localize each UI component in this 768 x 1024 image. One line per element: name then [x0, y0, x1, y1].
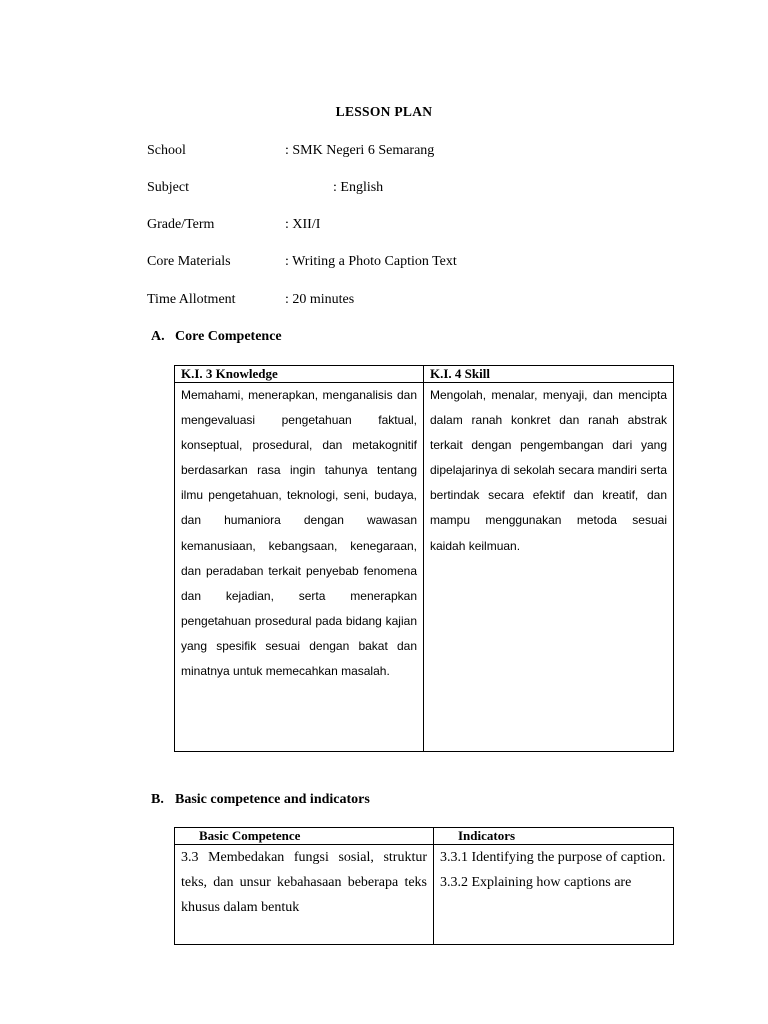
table-header-knowledge: K.I. 3 Knowledge [175, 366, 424, 383]
basic-competence-table [174, 827, 674, 945]
skill-text: Mengolah, menalar, menyaji, dan mencipta dalam ranah konkret dan ranah abstrak terkait dengan pengembangan dari yang dipelajarinya di sekolah secara mandiri serta bertindak secara efektif dan kreatif, dan mampu menggunakan metoda sesuai kaidah keilmuan. [430, 388, 667, 553]
info-label-subject: Subject [147, 180, 189, 195]
section-a-title: Core Competence [175, 329, 282, 344]
knowledge-text: Memahami, menerapkan, menganalisis dan mengevaluasi pengetahuan faktual, konseptual, prosedural, dan metakognitif berdasarkan rasa ingin tahunya tentang ilmu pengetahuan, teknologi, seni, budaya, dan humaniora dengan wawasan kemanusiaan, kebangsaan, kenegaraan, dan peradaban terkait penyebab fenomena dan kejadian, serta menerapkan pengetahuan prosedural pada bidang kajian yang spesifik sesuai dengan bakat dan minatnya untuk memecahkan masalah. [181, 388, 417, 679]
info-value-grade: : XII/I [285, 217, 321, 232]
info-value-subject: : English [333, 180, 384, 195]
table-header-skill: K.I. 4 Skill [424, 366, 674, 383]
basic-competence-text: 3.3 Membedakan fungsi sosial, struktur teks, dan unsur kebahasaan beberapa teks khusus dalam bentuk [181, 850, 427, 916]
skill-cell [424, 383, 674, 752]
indicators-cell [434, 845, 674, 945]
indicator-3-3-2: 3.3.2 Explaining how captions are [440, 875, 632, 891]
section-a-letter: A. [151, 329, 165, 344]
info-label-grade: Grade/Term [147, 217, 215, 232]
table-header-indicators: Indicators [434, 828, 674, 845]
section-b-letter: B. [151, 792, 164, 807]
core-competence-table [174, 365, 674, 752]
info-label-school: School [147, 143, 186, 158]
section-b-title: Basic competence and indicators [175, 792, 370, 807]
info-label-core-materials: Core Materials [147, 254, 231, 269]
table-header-basic-competence: Basic Competence [175, 828, 434, 845]
info-value-core-materials: : Writing a Photo Caption Text [285, 254, 457, 269]
indicator-3-3-1: 3.3.1 Identifying the purpose of caption. [440, 850, 666, 865]
basic-competence-cell [175, 845, 434, 945]
info-value-school: : SMK Negeri 6 Semarang [285, 143, 435, 158]
page-title: LESSON PLAN [335, 104, 433, 119]
info-label-time: Time Allotment [147, 292, 236, 307]
knowledge-cell [175, 383, 424, 752]
section-b-heading [151, 792, 370, 808]
section-a-heading [151, 329, 282, 345]
info-value-time: : 20 minutes [285, 292, 355, 307]
